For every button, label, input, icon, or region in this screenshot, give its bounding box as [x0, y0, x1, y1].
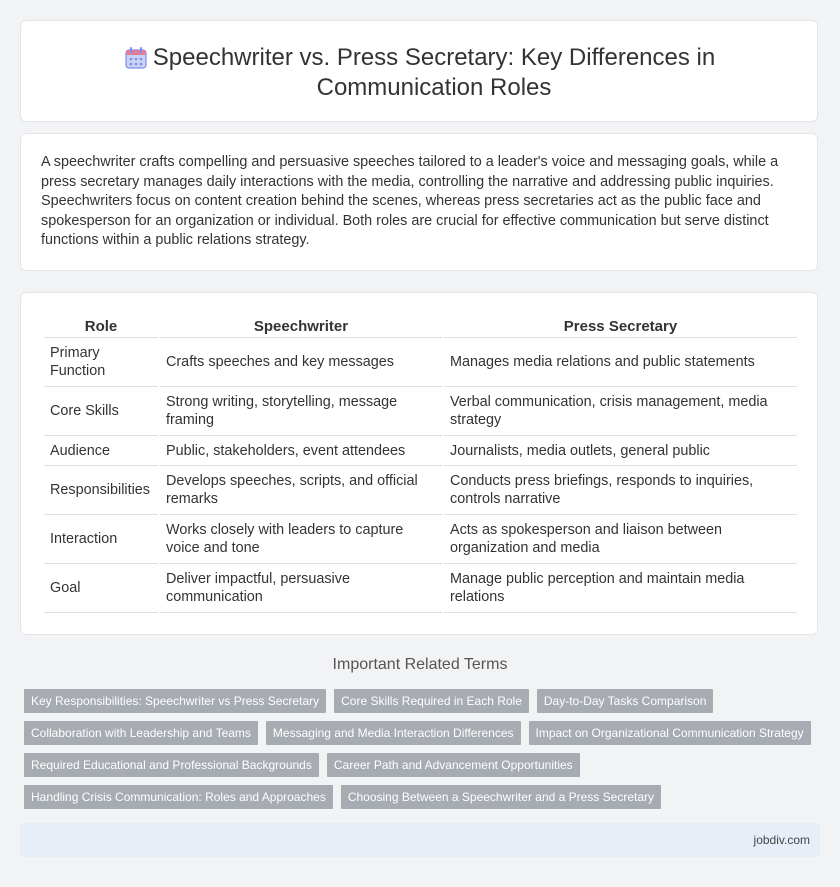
related-term-tag[interactable]: Key Responsibilities: Speechwriter vs Press Secretary — [24, 689, 326, 713]
intro-paragraph: A speechwriter crafts compelling and persuasive speeches tailored to a leader's voice and messaging goals, while a press secretary manages daily interactions with the media, controlling the narrative and addressing public inquiries. Speechwriters focus on content creation behind the scenes, whereas press secretaries act as the public face and spokesperson for an organization or individual. Both roles are crucial for effective communication but serve distinct functions within a public relations strategy. — [41, 154, 779, 249]
footer-site-link[interactable]: jobdiv.com — [753, 833, 810, 847]
table-row — [44, 436, 797, 466]
table-row — [44, 515, 797, 564]
table-header-row — [44, 315, 797, 338]
table-row — [44, 466, 797, 515]
related-term-tag[interactable]: Impact on Organizational Communication Strategy — [529, 721, 811, 745]
press-secretary-cell: Verbal communication, crisis management, media strategy — [444, 387, 797, 436]
related-term-tag[interactable]: Messaging and Media Interaction Differences — [266, 721, 521, 745]
row-label: Core Skills — [44, 387, 158, 436]
speechwriter-cell: Deliver impactful, persuasive communication — [160, 564, 442, 613]
title-card — [20, 20, 818, 122]
row-label: Interaction — [44, 515, 158, 564]
row-label: Audience — [44, 436, 158, 466]
related-term-tag[interactable]: Core Skills Required in Each Role — [334, 689, 529, 713]
speechwriter-cell: Public, stakeholders, event attendees — [160, 436, 442, 466]
related-term-tag[interactable]: Required Educational and Professional Backgrounds — [24, 753, 319, 777]
comparison-card — [20, 292, 818, 635]
row-label: Primary Function — [44, 338, 158, 387]
press-secretary-cell: Acts as spokesperson and liaison between organization and media — [444, 515, 797, 564]
related-term-tag[interactable]: Choosing Between a Speechwriter and a Press Secretary — [341, 785, 661, 809]
header-press-secretary: Press Secretary — [444, 315, 797, 338]
comparison-table — [42, 315, 799, 613]
page-title: Speechwriter vs. Press Secretary: Key Differences in Communication Roles — [152, 44, 716, 101]
footer — [20, 823, 820, 857]
table-row — [44, 387, 797, 436]
speechwriter-cell: Develops speeches, scripts, and official remarks — [160, 466, 442, 515]
press-secretary-cell: Journalists, media outlets, general public — [444, 436, 797, 466]
header-role: Role — [44, 315, 158, 338]
table-row — [44, 564, 797, 613]
related-term-tag[interactable]: Career Path and Advancement Opportunities — [327, 753, 580, 777]
row-label: Responsibilities — [44, 466, 158, 515]
related-term-tag[interactable]: Collaboration with Leadership and Teams — [24, 721, 258, 745]
intro-card — [20, 133, 818, 271]
speechwriter-cell: Works closely with leaders to capture voice and tone — [160, 515, 442, 564]
related-term-tag[interactable]: Day-to-Day Tasks Comparison — [537, 689, 714, 713]
speechwriter-cell: Crafts speeches and key messages — [160, 338, 442, 387]
related-term-tag[interactable]: Handling Crisis Communication: Roles and Approaches — [24, 785, 333, 809]
press-secretary-cell: Manages media relations and public statements — [444, 338, 797, 387]
related-terms-heading: Important Related Terms — [332, 656, 508, 673]
row-label: Goal — [44, 564, 158, 613]
header-speechwriter: Speechwriter — [160, 315, 442, 338]
table-row — [44, 338, 797, 387]
press-secretary-cell: Conducts press briefings, responds to inquiries, controls narrative — [444, 466, 797, 515]
related-terms-list — [24, 689, 824, 817]
speechwriter-cell: Strong writing, storytelling, message framing — [160, 387, 442, 436]
press-secretary-cell: Manage public perception and maintain media relations — [444, 564, 797, 613]
